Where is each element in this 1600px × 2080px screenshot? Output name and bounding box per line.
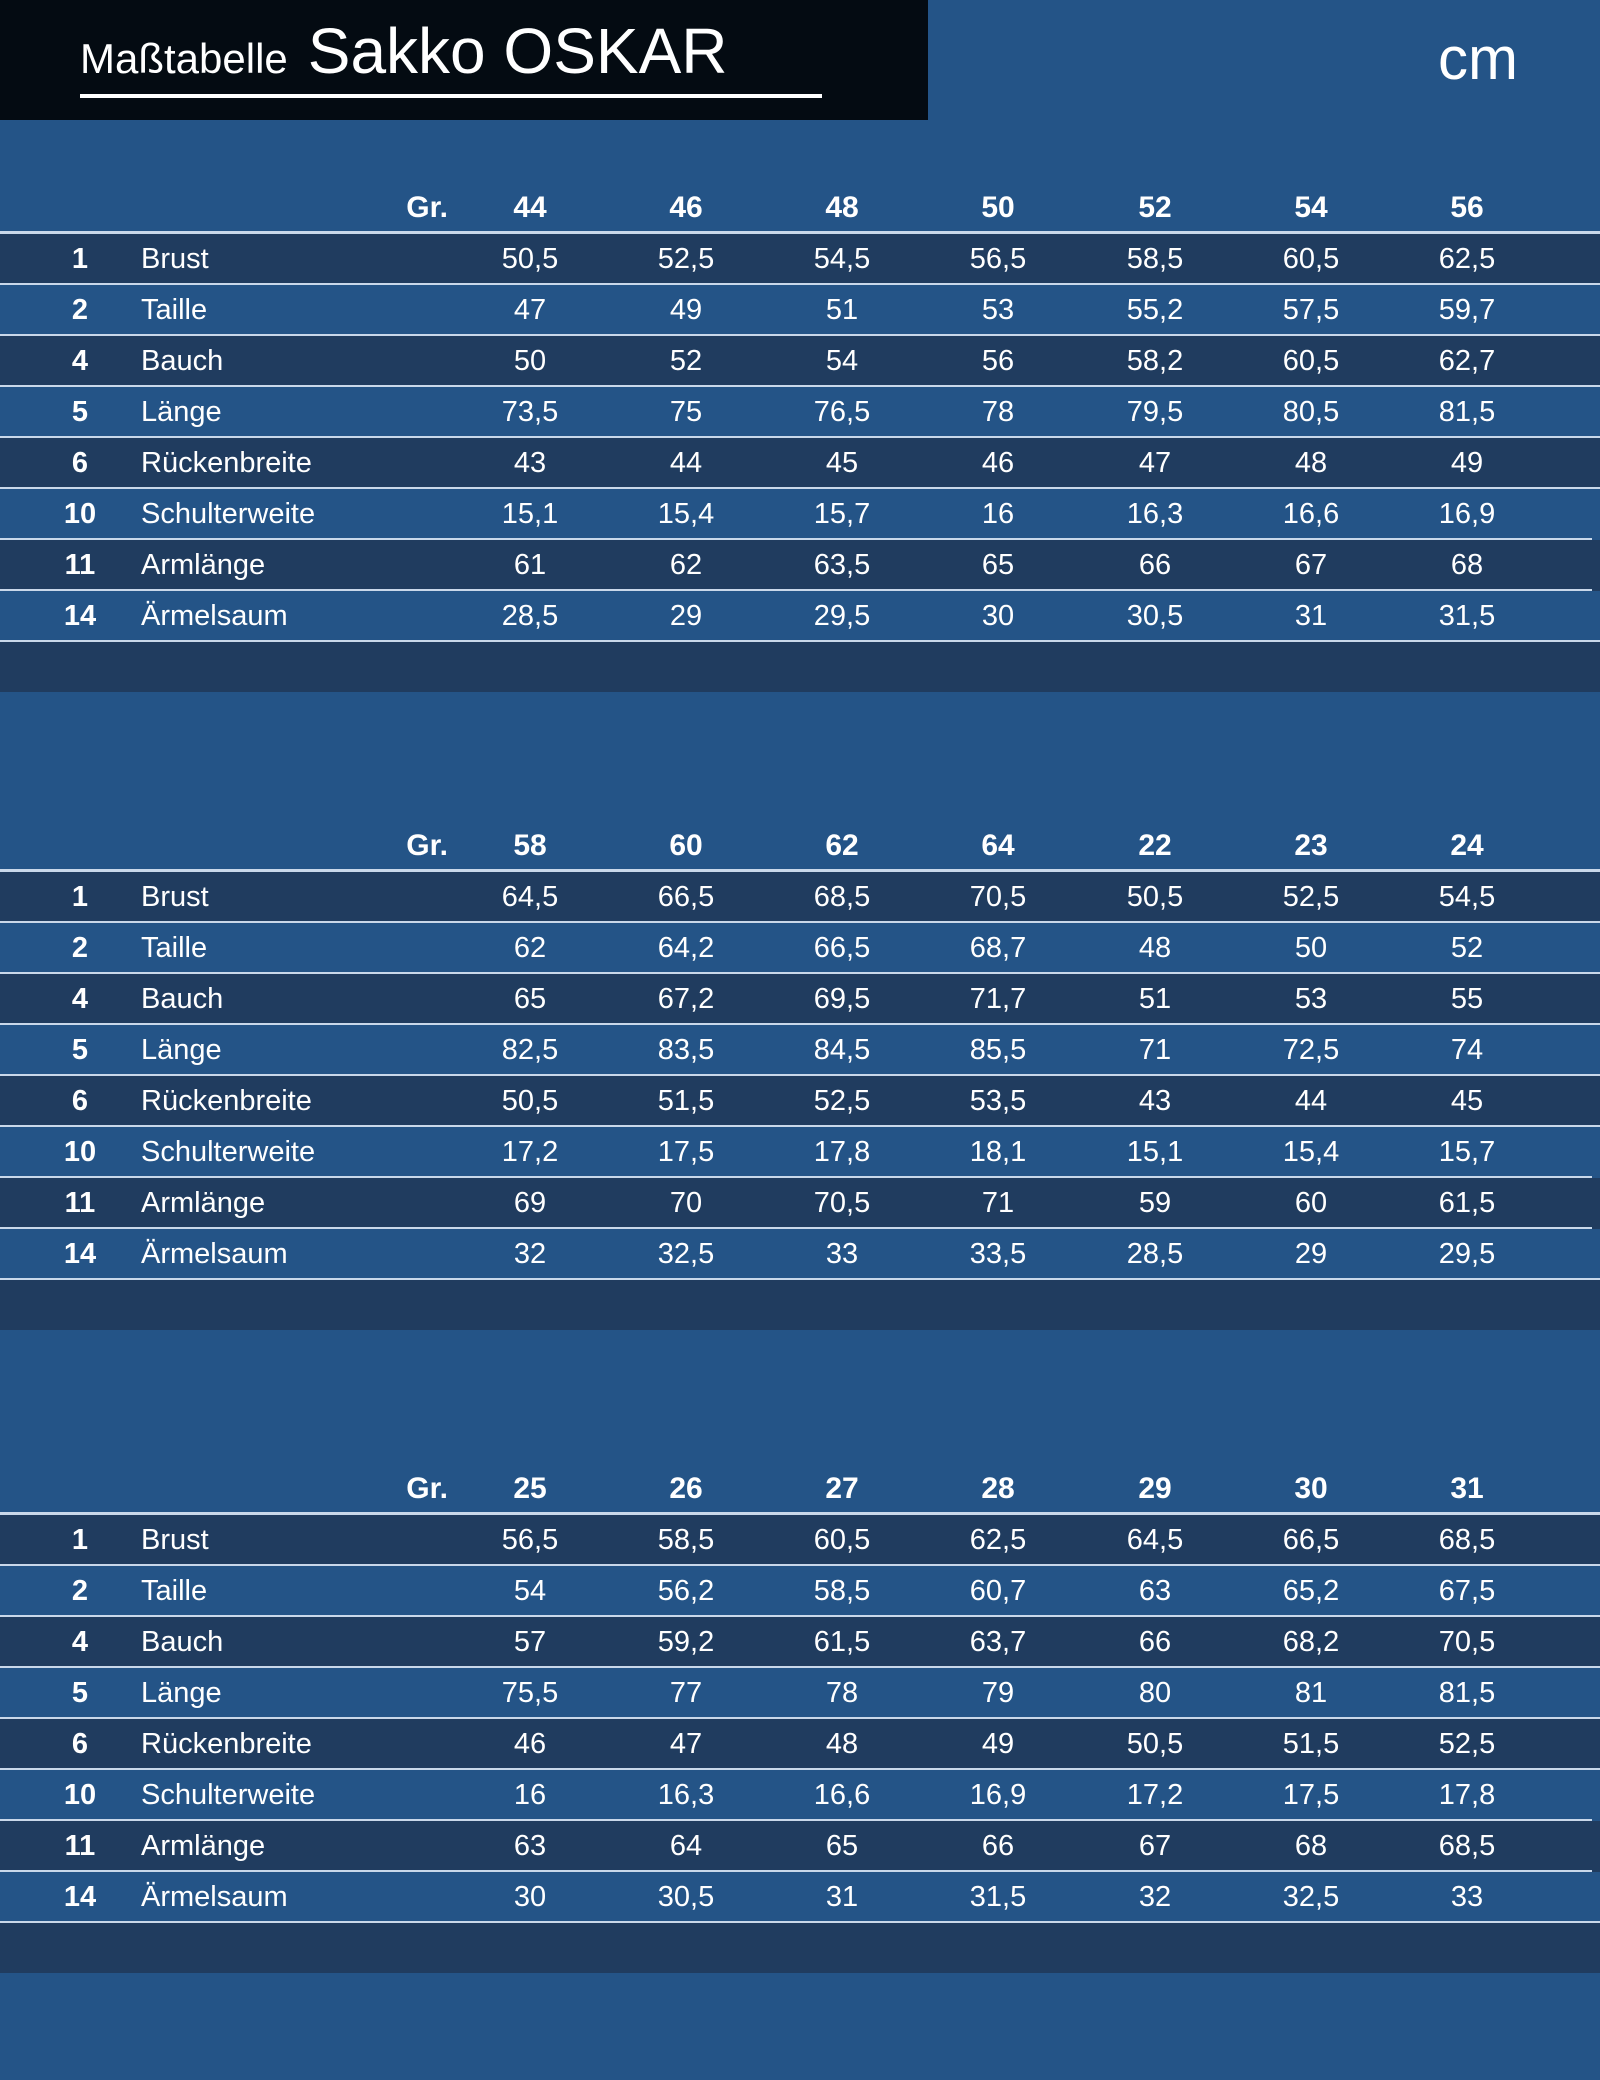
measurement-value: 32	[513, 1238, 547, 1270]
measurement-value: 63,5	[813, 549, 871, 581]
measurement-value: 49	[1450, 447, 1484, 479]
measurement-value: 49	[981, 1728, 1015, 1760]
measurement-value: 74	[1450, 1034, 1484, 1066]
measurement-value: 45	[1450, 1085, 1484, 1117]
measurement-value: 81,5	[1438, 396, 1496, 428]
measurement-value: 52,5	[813, 1085, 871, 1117]
measurement-value: 65,2	[1282, 1575, 1340, 1607]
measurement-name: Armlänge	[141, 1830, 266, 1862]
table-footer-band	[0, 1923, 1600, 1973]
size-header: 23	[1294, 829, 1328, 862]
measurement-value: 28,5	[501, 600, 559, 632]
measurement-value: 50,5	[501, 243, 559, 275]
measurement-value: 28,5	[1126, 1238, 1184, 1270]
measurement-value: 16	[513, 1779, 547, 1811]
measurement-value: 68	[1294, 1830, 1328, 1862]
table-row	[0, 540, 1600, 591]
measurement-name: Rückenbreite	[141, 1728, 312, 1760]
size-header: 60	[669, 829, 703, 862]
measurement-number: 2	[71, 1575, 89, 1607]
measurement-value: 46	[981, 447, 1015, 479]
measurement-value: 64,5	[501, 881, 559, 913]
measurement-number: 2	[71, 294, 89, 326]
table-row	[0, 234, 1600, 285]
measurement-name: Taille	[141, 294, 208, 326]
table-row	[0, 1127, 1600, 1178]
title-underline	[80, 94, 822, 98]
size-header: 26	[669, 1472, 703, 1505]
measurement-value: 58,5	[1126, 243, 1184, 275]
measurement-value: 17,5	[657, 1136, 715, 1168]
measurement-value: 84,5	[813, 1034, 871, 1066]
measurement-value: 81	[1294, 1677, 1328, 1709]
measurement-number: 10	[63, 1136, 97, 1168]
measurement-value: 44	[669, 447, 703, 479]
measurement-name: Ärmelsaum	[141, 1881, 288, 1913]
size-header: 25	[513, 1472, 547, 1505]
size-header: 48	[825, 191, 859, 224]
table-row	[0, 872, 1600, 923]
measurement-value: 66	[1138, 549, 1172, 581]
size-header: 30	[1294, 1472, 1328, 1505]
measurement-name: Rückenbreite	[141, 1085, 312, 1117]
measurement-value: 48	[1138, 932, 1172, 964]
measurement-value: 29,5	[1438, 1238, 1496, 1270]
measurement-value: 67,2	[657, 983, 715, 1015]
measurement-value: 51,5	[1282, 1728, 1340, 1760]
measurement-value: 50,5	[1126, 1728, 1184, 1760]
measurement-value: 63,7	[969, 1626, 1027, 1658]
measurement-name: Taille	[141, 932, 208, 964]
size-header: 27	[825, 1472, 859, 1505]
measurement-value: 57	[513, 1626, 547, 1658]
measurement-value: 56,2	[657, 1575, 715, 1607]
measurement-value: 59,7	[1438, 294, 1496, 326]
measurement-value: 71,7	[969, 983, 1027, 1015]
size-label: Gr.	[406, 191, 448, 224]
measurement-value: 49	[669, 294, 703, 326]
size-header: 62	[825, 829, 859, 862]
measurement-value: 31	[1294, 600, 1328, 632]
measurement-value: 68,2	[1282, 1626, 1340, 1658]
size-label: Gr.	[406, 1472, 448, 1505]
size-header: 29	[1138, 1472, 1172, 1505]
table-footer-band	[0, 1280, 1600, 1330]
measurement-name: Brust	[141, 1524, 209, 1556]
measurement-value: 60,5	[1282, 243, 1340, 275]
table-row	[0, 1872, 1600, 1923]
measurement-value: 32	[1138, 1881, 1172, 1913]
measurement-value: 85,5	[969, 1034, 1027, 1066]
measurement-value: 59	[1138, 1187, 1172, 1219]
measurement-value: 63	[513, 1830, 547, 1862]
measurement-value: 16,6	[1282, 498, 1340, 530]
measurement-name: Taille	[141, 1575, 208, 1607]
measurement-value: 80,5	[1282, 396, 1340, 428]
size-header: 28	[981, 1472, 1015, 1505]
measurement-value: 50,5	[1126, 881, 1184, 913]
measurement-value: 15,7	[813, 498, 871, 530]
measurement-value: 54,5	[813, 243, 871, 275]
measurement-name: Schulterweite	[141, 498, 316, 530]
measurement-value: 52,5	[1438, 1728, 1496, 1760]
measurement-value: 59,2	[657, 1626, 715, 1658]
measurement-value: 33	[1450, 1881, 1484, 1913]
measurement-value: 53,5	[969, 1085, 1027, 1117]
measurement-name: Ärmelsaum	[141, 600, 288, 632]
measurement-number: 1	[71, 1524, 89, 1556]
measurement-value: 53	[1294, 983, 1328, 1015]
measurement-number: 5	[71, 1034, 89, 1066]
measurement-value: 53	[981, 294, 1015, 326]
measurement-value: 80	[1138, 1677, 1172, 1709]
table-row	[0, 1668, 1600, 1719]
measurement-value: 68,5	[813, 881, 871, 913]
measurement-value: 78	[981, 396, 1015, 428]
measurement-value: 29	[669, 600, 703, 632]
measurement-value: 17,8	[1438, 1779, 1496, 1811]
measurement-value: 16,6	[813, 1779, 871, 1811]
measurement-value: 65	[981, 549, 1015, 581]
measurement-value: 15,7	[1438, 1136, 1496, 1168]
measurement-value: 33	[825, 1238, 859, 1270]
table-header-row	[0, 1464, 1600, 1514]
table-row	[0, 336, 1600, 387]
measurement-name: Brust	[141, 881, 209, 913]
measurement-value: 50	[1294, 932, 1328, 964]
measurement-value: 55,2	[1126, 294, 1184, 326]
table-row	[0, 1566, 1600, 1617]
measurement-value: 68	[1450, 549, 1484, 581]
size-table-2	[0, 821, 1600, 1329]
measurement-value: 75	[669, 396, 703, 428]
measurement-value: 66	[1138, 1626, 1172, 1658]
size-header: 64	[981, 829, 1015, 862]
measurement-value: 78	[825, 1677, 859, 1709]
measurement-name: Bauch	[141, 983, 224, 1015]
measurement-value: 55	[1450, 983, 1484, 1015]
measurement-value: 31,5	[1438, 600, 1496, 632]
measurement-number: 4	[71, 345, 89, 377]
measurement-name: Armlänge	[141, 1187, 266, 1219]
measurement-value: 65	[825, 1830, 859, 1862]
measurement-value: 62,5	[1438, 243, 1496, 275]
measurement-value: 32,5	[657, 1238, 715, 1270]
size-label: Gr.	[406, 829, 448, 862]
measurement-value: 52,5	[1282, 881, 1340, 913]
measurement-value: 57,5	[1282, 294, 1340, 326]
measurement-value: 31	[825, 1881, 859, 1913]
measurement-value: 52	[1450, 932, 1484, 964]
measurement-value: 62	[669, 549, 703, 581]
measurement-value: 31,5	[969, 1881, 1027, 1913]
measurement-value: 73,5	[501, 396, 559, 428]
measurement-number: 1	[71, 243, 89, 275]
size-header: 54	[1294, 191, 1328, 224]
measurement-value: 62,5	[969, 1524, 1027, 1556]
product-name: Sakko OSKAR	[307, 15, 728, 87]
measurement-value: 67,5	[1438, 1575, 1496, 1607]
measurement-value: 70	[669, 1187, 703, 1219]
size-header: 46	[669, 191, 703, 224]
measurement-value: 77	[669, 1677, 703, 1709]
measurement-value: 71	[1138, 1034, 1172, 1066]
measurement-value: 54	[513, 1575, 547, 1607]
measurement-number: 5	[71, 1677, 89, 1709]
measurement-value: 16,3	[657, 1779, 715, 1811]
measurement-number: 14	[63, 600, 97, 632]
table-row	[0, 1770, 1600, 1821]
measurement-value: 30,5	[657, 1881, 715, 1913]
measurement-value: 79,5	[1126, 396, 1184, 428]
measurement-value: 56,5	[501, 1524, 559, 1556]
measurement-value: 43	[1138, 1085, 1172, 1117]
size-header: 56	[1450, 191, 1484, 224]
measurement-value: 66,5	[1282, 1524, 1340, 1556]
measurement-value: 30,5	[1126, 600, 1184, 632]
measurement-number: 6	[71, 1085, 89, 1117]
measurement-number: 10	[63, 1779, 97, 1811]
measurement-value: 17,2	[501, 1136, 559, 1168]
measurement-number: 14	[63, 1881, 97, 1913]
measurement-number: 11	[64, 1187, 96, 1219]
size-header: 52	[1138, 191, 1172, 224]
measurement-value: 83,5	[657, 1034, 715, 1066]
size-header: 50	[981, 191, 1015, 224]
table-row	[0, 923, 1600, 974]
table-header-row	[0, 183, 1600, 233]
measurement-name: Rückenbreite	[141, 447, 312, 479]
size-table-1	[0, 183, 1600, 691]
measurement-value: 29	[1294, 1238, 1328, 1270]
measurement-number: 10	[63, 498, 97, 530]
table-row	[0, 438, 1600, 489]
table-row	[0, 1617, 1600, 1668]
measurement-value: 50	[513, 345, 547, 377]
measurement-value: 58,5	[813, 1575, 871, 1607]
measurement-value: 52,5	[657, 243, 715, 275]
table-row	[0, 1025, 1600, 1076]
measurement-number: 1	[71, 881, 89, 913]
measurement-value: 60,7	[969, 1575, 1027, 1607]
measurement-value: 17,2	[1126, 1779, 1184, 1811]
measurement-value: 17,5	[1282, 1779, 1340, 1811]
size-header: 44	[513, 191, 547, 224]
table-row	[0, 387, 1600, 438]
table-row	[0, 285, 1600, 336]
measurement-value: 62,7	[1438, 345, 1496, 377]
measurement-value: 71	[981, 1187, 1015, 1219]
measurement-value: 64,5	[1126, 1524, 1184, 1556]
measurement-value: 70,5	[969, 881, 1027, 913]
table-row	[0, 1515, 1600, 1566]
measurement-value: 45	[825, 447, 859, 479]
size-header: 31	[1450, 1472, 1484, 1505]
measurement-number: 5	[71, 396, 89, 428]
size-header: 58	[513, 829, 547, 862]
measurement-value: 76,5	[813, 396, 871, 428]
measurement-value: 63	[1138, 1575, 1172, 1607]
measurement-value: 15,4	[657, 498, 715, 530]
measurement-number: 11	[64, 1830, 96, 1862]
measurement-value: 51	[1138, 983, 1172, 1015]
measurement-value: 54,5	[1438, 881, 1496, 913]
measurement-value: 69	[513, 1187, 547, 1219]
table-row	[0, 1719, 1600, 1770]
size-header: 24	[1450, 829, 1484, 862]
table-row	[0, 1229, 1600, 1280]
page-title	[80, 14, 728, 87]
measurement-value: 58,5	[657, 1524, 715, 1556]
measurement-value: 47	[513, 294, 547, 326]
measurement-value: 52	[669, 345, 703, 377]
measurement-value: 68,5	[1438, 1830, 1496, 1862]
measurement-value: 44	[1294, 1085, 1328, 1117]
measurement-value: 68,7	[969, 932, 1027, 964]
measurement-number: 4	[71, 1626, 89, 1658]
measurement-value: 47	[1138, 447, 1172, 479]
table-header-row	[0, 821, 1600, 871]
measurement-value: 61,5	[813, 1626, 871, 1658]
measurement-value: 50,5	[501, 1085, 559, 1117]
measurement-value: 62	[513, 932, 547, 964]
measurement-value: 54	[825, 345, 859, 377]
measurement-value: 66	[981, 1830, 1015, 1862]
measurement-value: 56	[981, 345, 1015, 377]
measurement-value: 81,5	[1438, 1677, 1496, 1709]
measurement-value: 48	[825, 1728, 859, 1760]
measurement-value: 67	[1294, 549, 1328, 581]
measurement-value: 43	[513, 447, 547, 479]
table-row	[0, 1178, 1600, 1229]
measurement-value: 67	[1138, 1830, 1172, 1862]
measurement-value: 30	[981, 600, 1015, 632]
measurement-value: 17,8	[813, 1136, 871, 1168]
size-header: 22	[1138, 829, 1172, 862]
measurement-value: 79	[981, 1677, 1015, 1709]
measurement-value: 16	[981, 498, 1015, 530]
size-table-3	[0, 1464, 1600, 1972]
table-row	[0, 489, 1600, 540]
measurement-number: 11	[64, 549, 96, 581]
measurement-value: 15,4	[1282, 1136, 1340, 1168]
measurement-value: 16,9	[969, 1779, 1027, 1811]
measurement-number: 14	[63, 1238, 97, 1270]
measurement-value: 64,2	[657, 932, 715, 964]
measurement-number: 4	[71, 983, 89, 1015]
measurement-value: 16,9	[1438, 498, 1496, 530]
measurement-value: 51,5	[657, 1085, 715, 1117]
measurement-name: Länge	[141, 1034, 222, 1066]
measurement-name: Ärmelsaum	[141, 1238, 288, 1270]
table-row	[0, 974, 1600, 1025]
measurement-number: 6	[71, 447, 89, 479]
measurement-value: 72,5	[1282, 1034, 1340, 1066]
measurement-value: 29,5	[813, 600, 871, 632]
measurement-name: Brust	[141, 243, 209, 275]
measurement-value: 60	[1294, 1187, 1328, 1219]
measurement-value: 32,5	[1282, 1881, 1340, 1913]
measurement-value: 58,2	[1126, 345, 1184, 377]
unit-label: cm	[1438, 25, 1518, 92]
measurement-value: 70,5	[813, 1187, 871, 1219]
measurement-value: 66,5	[813, 932, 871, 964]
measurement-value: 18,1	[969, 1136, 1027, 1168]
measurement-value: 47	[669, 1728, 703, 1760]
measurement-value: 15,1	[1126, 1136, 1184, 1168]
measurement-value: 61,5	[1438, 1187, 1496, 1219]
measurement-name: Länge	[141, 1677, 222, 1709]
measurement-name: Bauch	[141, 345, 224, 377]
measurement-value: 61	[513, 549, 547, 581]
measurement-value: 68,5	[1438, 1524, 1496, 1556]
table-row	[0, 591, 1600, 642]
measurement-value: 51	[825, 294, 859, 326]
title-label: Maßtabelle	[80, 35, 288, 82]
measurement-value: 75,5	[501, 1677, 559, 1709]
measurement-number: 2	[71, 932, 89, 964]
measurement-value: 82,5	[501, 1034, 559, 1066]
measurement-value: 65	[513, 983, 547, 1015]
measurement-name: Schulterweite	[141, 1136, 316, 1168]
measurement-name: Länge	[141, 396, 222, 428]
measurement-value: 33,5	[969, 1238, 1027, 1270]
measurement-value: 70,5	[1438, 1626, 1496, 1658]
measurement-value: 16,3	[1126, 498, 1184, 530]
table-row	[0, 1076, 1600, 1127]
measurement-value: 64	[669, 1830, 703, 1862]
table-row	[0, 1821, 1600, 1872]
table-footer-band	[0, 642, 1600, 692]
measurement-number: 6	[71, 1728, 89, 1760]
measurement-value: 56,5	[969, 243, 1027, 275]
measurement-name: Armlänge	[141, 549, 266, 581]
measurement-value: 60,5	[1282, 345, 1340, 377]
title-bar	[0, 0, 928, 120]
measurement-value: 48	[1294, 447, 1328, 479]
measurement-value: 60,5	[813, 1524, 871, 1556]
measurement-value: 15,1	[501, 498, 559, 530]
measurement-value: 46	[513, 1728, 547, 1760]
measurement-value: 66,5	[657, 881, 715, 913]
measurement-value: 30	[513, 1881, 547, 1913]
measurement-value: 69,5	[813, 983, 871, 1015]
measurement-name: Bauch	[141, 1626, 224, 1658]
measurement-name: Schulterweite	[141, 1779, 316, 1811]
